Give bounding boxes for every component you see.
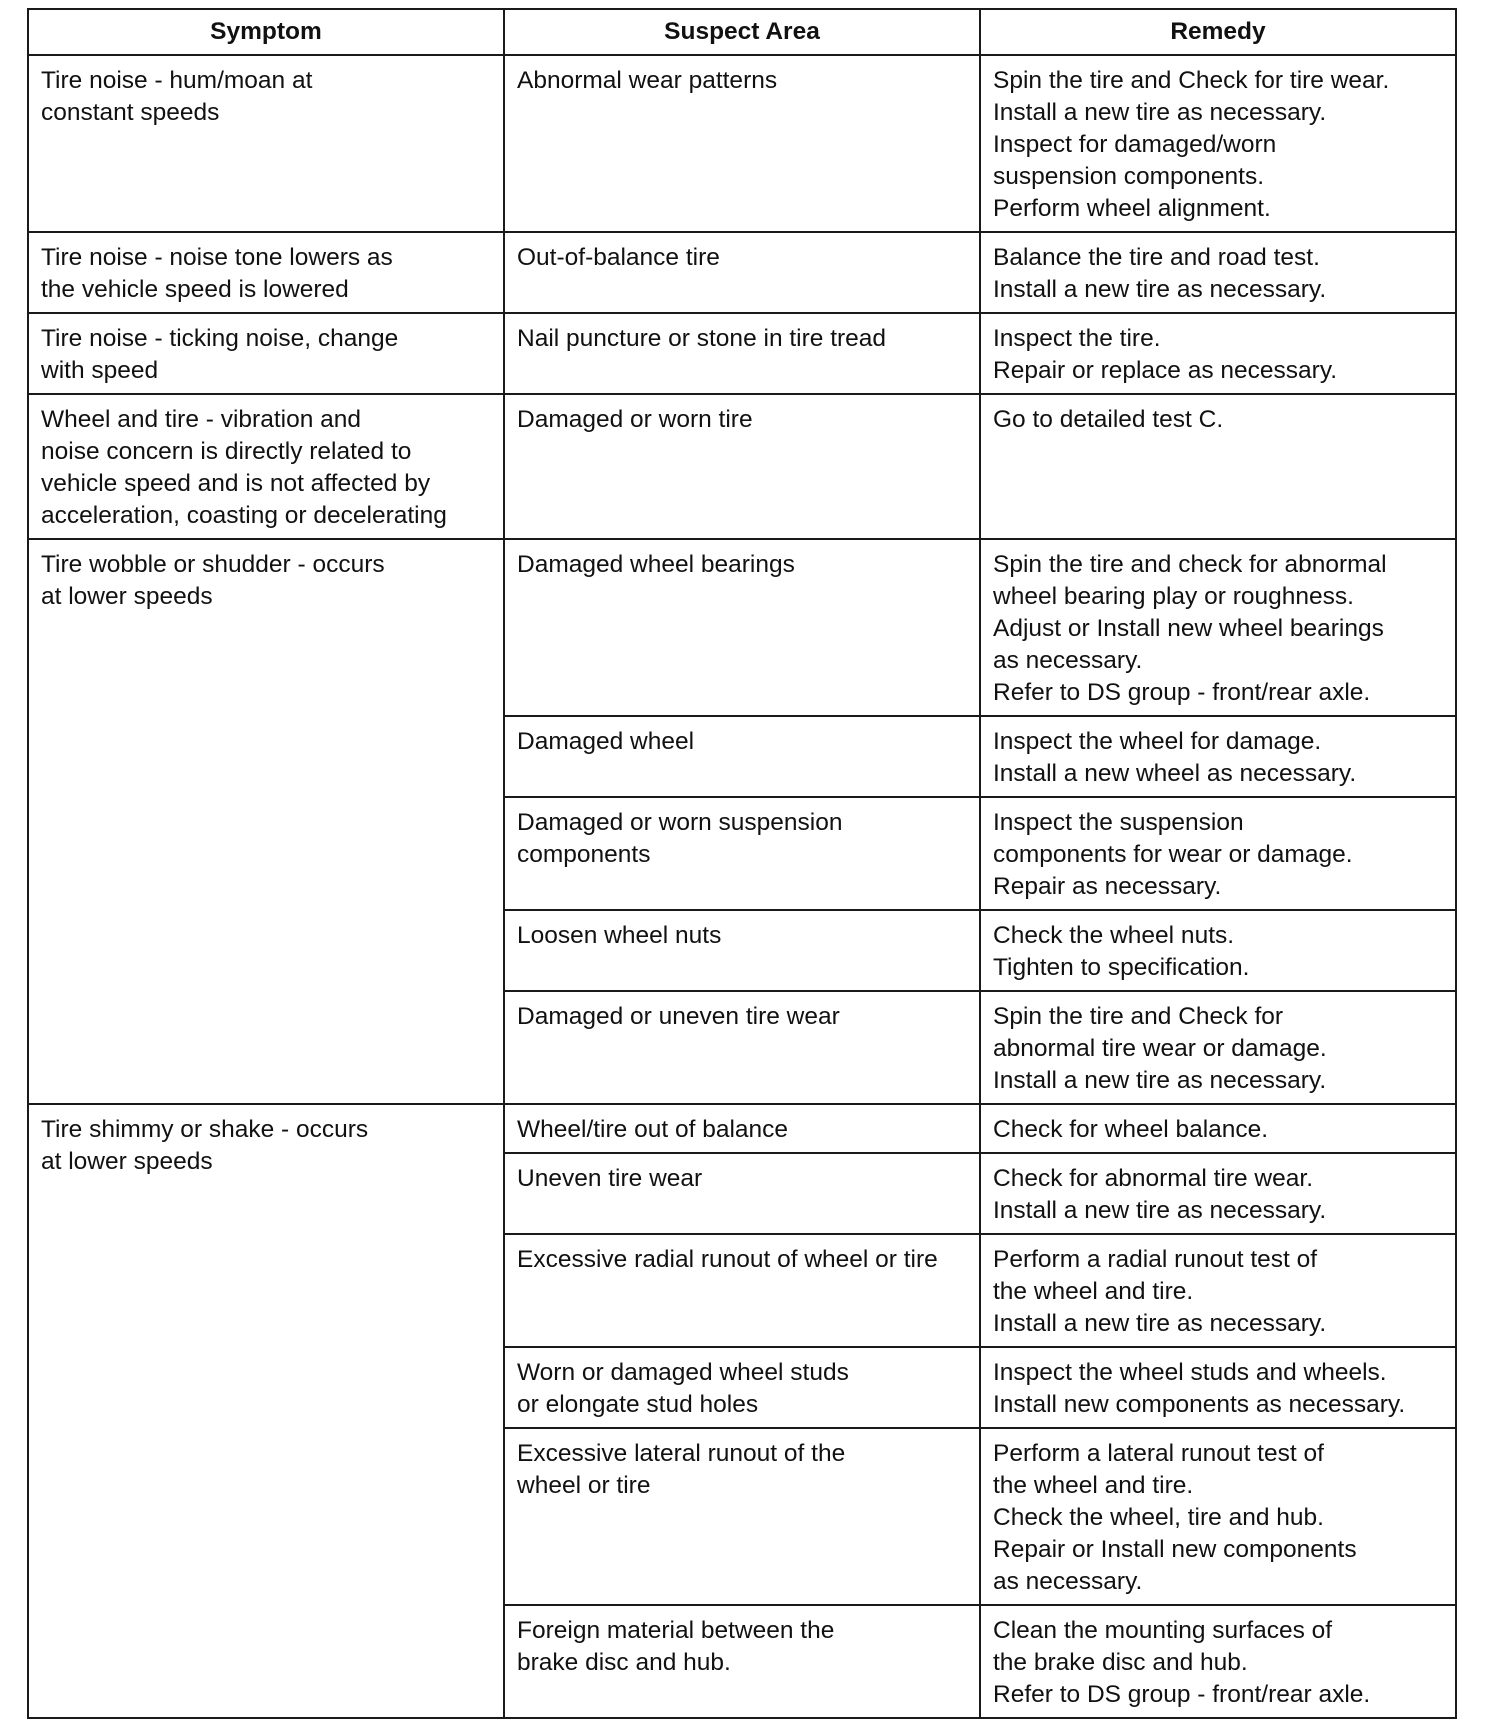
table-row: [28, 394, 1456, 539]
table-row: [28, 1104, 1456, 1153]
suspect-area-cell: Worn or damaged wheel studs or elongate stud holes: [504, 1347, 980, 1428]
suspect-area-cell: Damaged wheel bearings: [504, 539, 980, 716]
remedy-cell: Check for abnormal tire wear. Install a new tire as necessary.: [980, 1153, 1456, 1234]
table-row: [28, 232, 1456, 313]
symptom-cell: Tire shimmy or shake - occurs at lower speeds: [28, 1104, 504, 1718]
suspect-area-cell: Excessive lateral runout of the wheel or tire: [504, 1428, 980, 1605]
suspect-area-cell: Excessive radial runout of wheel or tire: [504, 1234, 980, 1347]
suspect-area-cell: Wheel/tire out of balance: [504, 1104, 980, 1153]
remedy-cell: Check for wheel balance.: [980, 1104, 1456, 1153]
symptom-cell: Tire wobble or shudder - occurs at lower speeds: [28, 539, 504, 1104]
header-remedy: Remedy: [980, 9, 1456, 55]
suspect-area-cell: Abnormal wear patterns: [504, 55, 980, 232]
remedy-cell: Inspect the tire. Repair or replace as necessary.: [980, 313, 1456, 394]
header-symptom: Symptom: [28, 9, 504, 55]
suspect-area-cell: Damaged or worn suspension components: [504, 797, 980, 910]
symptom-cell: Tire noise - noise tone lowers as the vehicle speed is lowered: [28, 232, 504, 313]
suspect-area-cell: Loosen wheel nuts: [504, 910, 980, 991]
remedy-cell: Inspect the suspension components for wear or damage. Repair as necessary.: [980, 797, 1456, 910]
remedy-cell: Clean the mounting surfaces of the brake disc and hub. Refer to DS group - front/rear axle.: [980, 1605, 1456, 1718]
symptom-cell: Tire noise - ticking noise, change with speed: [28, 313, 504, 394]
suspect-area-cell: Foreign material between the brake disc and hub.: [504, 1605, 980, 1718]
diagnosis-table: [27, 8, 1457, 1719]
suspect-area-cell: Nail puncture or stone in tire tread: [504, 313, 980, 394]
remedy-cell: Go to detailed test C.: [980, 394, 1456, 539]
remedy-cell: Perform a radial runout test of the wheel and tire. Install a new tire as necessary.: [980, 1234, 1456, 1347]
remedy-cell: Spin the tire and Check for abnormal tire wear or damage. Install a new tire as necessary.: [980, 991, 1456, 1104]
remedy-cell: Inspect the wheel for damage. Install a new wheel as necessary.: [980, 716, 1456, 797]
suspect-area-cell: Out-of-balance tire: [504, 232, 980, 313]
header-suspect-area: Suspect Area: [504, 9, 980, 55]
table-row: [28, 313, 1456, 394]
suspect-area-cell: Damaged or uneven tire wear: [504, 991, 980, 1104]
remedy-cell: Check the wheel nuts. Tighten to specification.: [980, 910, 1456, 991]
remedy-cell: Spin the tire and check for abnormal wheel bearing play or roughness. Adjust or Install new wheel bearings as necessary. Refer to DS group - front/rear axle.: [980, 539, 1456, 716]
suspect-area-cell: Damaged or worn tire: [504, 394, 980, 539]
remedy-cell: Balance the tire and road test. Install a new tire as necessary.: [980, 232, 1456, 313]
remedy-cell: Inspect the wheel studs and wheels. Install new components as necessary.: [980, 1347, 1456, 1428]
symptom-cell: Wheel and tire - vibration and noise concern is directly related to vehicle speed and is not affected by acceleration, coasting or decelerating: [28, 394, 504, 539]
remedy-cell: Spin the tire and Check for tire wear. Install a new tire as necessary. Inspect for damaged/worn suspension components. Perform wheel alignment.: [980, 55, 1456, 232]
table-row: [28, 55, 1456, 232]
remedy-cell: Perform a lateral runout test of the wheel and tire. Check the wheel, tire and hub. Repair or Install new components as necessary.: [980, 1428, 1456, 1605]
suspect-area-cell: Uneven tire wear: [504, 1153, 980, 1234]
table-row: [28, 539, 1456, 716]
header-row: [28, 9, 1456, 55]
suspect-area-cell: Damaged wheel: [504, 716, 980, 797]
symptom-cell: Tire noise - hum/moan at constant speeds: [28, 55, 504, 232]
